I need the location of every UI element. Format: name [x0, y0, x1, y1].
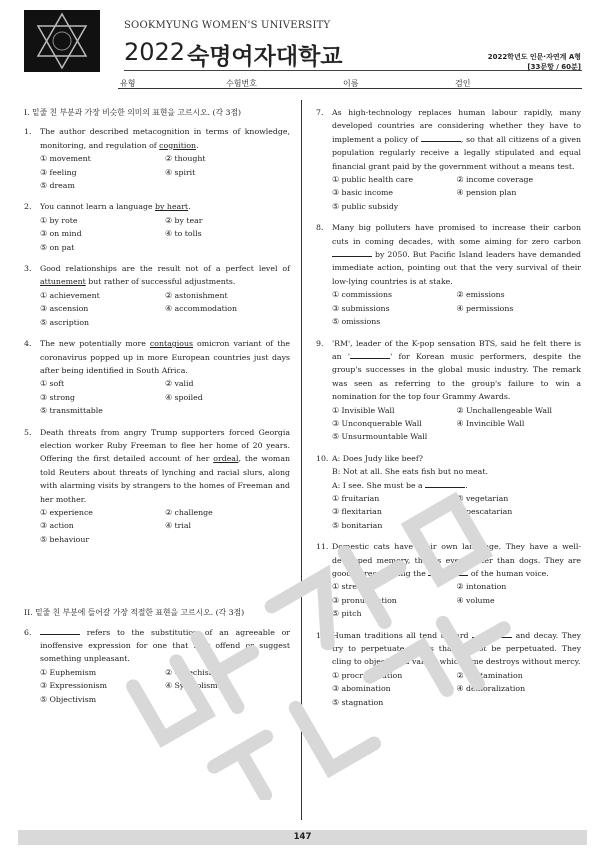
- stem-before: Good relationships are the result not of a perfect level of: [40, 264, 290, 274]
- question: [316, 540, 581, 620]
- question-stem: [316, 629, 581, 669]
- answer-option[interactable]: ③ basic income: [332, 188, 394, 198]
- answer-options: [24, 377, 290, 417]
- answer-blank: [428, 567, 468, 576]
- answer-options: [316, 669, 581, 709]
- column-divider: [301, 100, 302, 820]
- answer-option[interactable]: ③ strong: [40, 392, 76, 402]
- answer-blank: [40, 626, 80, 635]
- answer-option[interactable]: ⑤ public subsidy: [332, 201, 399, 211]
- question-stem: [316, 479, 581, 492]
- answer-option[interactable]: ④ accommodation: [165, 304, 238, 314]
- question-number: 1.: [24, 127, 32, 137]
- answer-option[interactable]: ⑤ behaviour: [40, 534, 90, 544]
- question-stem: [316, 106, 581, 173]
- spacer: [316, 479, 332, 492]
- stem-before: Human traditions all tend toward: [332, 630, 473, 640]
- stem-after: .: [188, 202, 191, 212]
- page-number: 147: [293, 832, 312, 842]
- stem-after: but rather of successful adjustments.: [85, 277, 236, 287]
- answer-options: [24, 666, 290, 706]
- question-stem: [24, 426, 290, 506]
- answer-option[interactable]: ② thought: [165, 154, 206, 164]
- answer-option[interactable]: ② challenge: [165, 507, 213, 517]
- answer-option[interactable]: ③ abomination: [332, 684, 391, 694]
- answer-blank: [350, 350, 390, 359]
- university-logo: [24, 10, 100, 72]
- header-rule: [124, 70, 582, 71]
- answer-option[interactable]: ① experience: [40, 507, 93, 517]
- question-number: 3.: [24, 264, 32, 274]
- answer-option[interactable]: ① procrastination: [332, 670, 403, 680]
- section-2-questions: [24, 626, 290, 706]
- answer-options: [316, 580, 581, 620]
- answer-options: [316, 173, 581, 213]
- answer-option[interactable]: ② income coverage: [456, 175, 534, 185]
- stem-after: .: [465, 480, 468, 490]
- answer-options: [24, 506, 290, 546]
- question-text: [332, 221, 581, 288]
- answer-option[interactable]: ① Euphemism: [40, 667, 97, 677]
- stem-after: , so that all citizens of a given population regularly receive a legally stipulated and equal financial grant paid by the government without a means test.: [332, 134, 581, 171]
- question-number: 5.: [24, 427, 32, 437]
- answer-options: [316, 404, 581, 444]
- section-1-title: I. 밑줄 친 부분과 가장 비슷한 의미의 표현을 고르시오. (각 3점): [24, 108, 242, 117]
- answer-option[interactable]: ④ Invincible Wall: [456, 418, 525, 428]
- university-name-english: SOOKMYUNG WOMEN'S UNIVERSITY: [124, 20, 331, 31]
- stem-before: The new potentially more: [40, 339, 150, 349]
- question-text: [40, 200, 290, 213]
- answer-options: [24, 214, 290, 254]
- examinee-info-row: [118, 77, 582, 89]
- dialogue-line: [316, 452, 581, 465]
- stem-before: You cannot learn a language: [40, 202, 156, 212]
- question: [24, 426, 290, 547]
- question-text: [40, 626, 290, 666]
- stem-before: Death threats from angry Trump supporters forced Georgia election worker Ruby Freeman to flee her home of 20 years. Offering the first detailed account of her: [40, 427, 290, 464]
- dialogue-text: B: Not at all. She eats fish but no meat.: [332, 467, 488, 477]
- answer-option[interactable]: ④ trial: [165, 521, 191, 531]
- question-text: [332, 629, 581, 669]
- underlined-phrase: ordeal: [213, 454, 239, 464]
- answer-option[interactable]: ④ spirit: [165, 167, 196, 177]
- answer-option[interactable]: ④ Symbolism: [165, 681, 218, 691]
- stem-before: A: I see. She must be a: [332, 480, 426, 490]
- underlined-phrase: contagious: [149, 339, 193, 349]
- answer-option[interactable]: ③ Unconquerable Wall: [332, 418, 422, 428]
- answer-options: [24, 152, 290, 192]
- answer-option[interactable]: ⑤ Unsurmountable Wall: [332, 432, 428, 442]
- answer-option[interactable]: ① achievement: [40, 290, 100, 300]
- answer-option[interactable]: ⑤ bonitarian: [332, 520, 383, 530]
- question-stem: [316, 337, 581, 404]
- answer-options: [24, 289, 290, 329]
- question: [24, 626, 290, 706]
- question-number: 2.: [24, 202, 32, 212]
- question-number: 10.: [316, 453, 329, 463]
- stem-after: by 2050. But Pacific Island leaders have demanded immediate action, pointing out that the very survival of their low-lying countries is at stake.: [332, 250, 581, 286]
- answer-option[interactable]: ③ feeling: [40, 167, 77, 177]
- answer-blank: [421, 133, 461, 142]
- stem-after: refers to the substitution of an agreeable or inoffensive expression for one that may offend or suggest something unpleasant.: [40, 627, 290, 664]
- question-stem: [316, 540, 581, 580]
- answer-option[interactable]: ④ demoralization: [456, 684, 526, 694]
- answer-option[interactable]: ③ on mind: [40, 229, 82, 239]
- exam-count: [33문항 / 60분]: [527, 63, 581, 71]
- answer-option[interactable]: ⑤ ascription: [40, 317, 90, 327]
- stem-before: Many big polluters have promised to increase their carbon cuts in coming decades, with some aiming for zero carbon: [332, 223, 581, 246]
- answer-option[interactable]: ④ spoiled: [165, 392, 203, 402]
- answer-option[interactable]: ③ flexitarian: [332, 507, 382, 517]
- question: [316, 452, 581, 532]
- answer-option[interactable]: ④ permissions: [456, 303, 514, 313]
- question-stem: [24, 626, 290, 666]
- question-text: [40, 125, 290, 152]
- answer-option[interactable]: ③ pronunciation: [332, 595, 397, 605]
- type-label: 유형: [120, 79, 136, 88]
- question-number: 9.: [316, 338, 324, 348]
- stem-before: The author described metacognition in terms of knowledge, monitoring, and regulation of: [40, 127, 290, 150]
- answer-blank: [472, 629, 512, 638]
- answer-option[interactable]: ① Invisible Wall: [332, 405, 395, 415]
- exam-info: [488, 52, 581, 72]
- stem-after: of the human voice.: [468, 569, 549, 578]
- underlined-phrase: attunement: [40, 277, 86, 287]
- stem-after: omicron variant of the coronavirus popped up in more European countries just days after being identified in South Africa.: [40, 339, 290, 375]
- section-1-questions: [24, 125, 290, 546]
- question-number: 6.: [24, 627, 32, 637]
- question-text: [40, 262, 290, 289]
- answer-blank: [425, 479, 468, 490]
- left-column: [24, 106, 290, 714]
- answer-option[interactable]: ② emissions: [456, 290, 505, 300]
- answer-option[interactable]: ② by tear: [165, 215, 203, 225]
- answer-option[interactable]: ③ submissions: [332, 303, 390, 313]
- question: [316, 221, 581, 328]
- question-stem: [24, 262, 290, 289]
- answer-option[interactable]: ② contamination: [456, 670, 523, 680]
- answer-option[interactable]: ② valid: [165, 379, 194, 389]
- question: [24, 125, 290, 192]
- right-questions: [316, 106, 581, 709]
- question: [316, 106, 581, 213]
- question: [24, 337, 290, 417]
- question: [24, 200, 290, 254]
- answer-option[interactable]: ② astonishment: [165, 290, 228, 300]
- answer-option[interactable]: ④ volume: [456, 595, 495, 605]
- question-text: [332, 106, 581, 173]
- question-stem: [24, 337, 290, 377]
- answer-blank: [332, 248, 372, 257]
- stem-after: ' for Korean music performers, despite the group's successes in the global music industry. The remark was seen as referring to the group's failure to win a nomination for the top four Grammy Awards.: [332, 351, 581, 402]
- answer-option[interactable]: ① soft: [40, 379, 65, 389]
- question-text: [332, 479, 581, 492]
- answer-option[interactable]: ① fruitarian: [332, 493, 380, 503]
- question-text: [332, 337, 581, 404]
- question-text: [40, 426, 290, 506]
- answer-option[interactable]: ⑤ transmittable: [40, 406, 103, 416]
- question-number: 7.: [316, 108, 324, 117]
- question-number: 4.: [24, 339, 32, 349]
- exam-year: 2022: [124, 38, 186, 66]
- answer-option[interactable]: ⑤ pitch: [332, 609, 362, 619]
- answer-option[interactable]: ⑤ omissions: [332, 317, 381, 327]
- answer-option[interactable]: ① movement: [40, 154, 91, 164]
- answer-option[interactable]: ④ pescatarian: [456, 507, 513, 517]
- answer-option[interactable]: ③ Expressionism: [40, 681, 107, 691]
- page-footer: [18, 830, 587, 845]
- question-text: [40, 337, 290, 377]
- answer-option[interactable]: ⑤ stagnation: [332, 697, 384, 707]
- answer-option[interactable]: ① commissions: [332, 290, 393, 300]
- question-text: [332, 540, 581, 580]
- question: [24, 262, 290, 329]
- answer-option[interactable]: ⑤ Objectivism: [40, 694, 97, 704]
- spacer: [316, 465, 332, 478]
- underlined-phrase: cognition: [159, 140, 197, 150]
- stem-after: .: [196, 140, 199, 150]
- question-number: 8.: [316, 223, 324, 233]
- question: [316, 337, 581, 444]
- dialogue-text: A: Does Judy like beef?: [332, 453, 423, 463]
- dialogue-line: [316, 465, 581, 478]
- section-2-title: II. 밑줄 친 부분에 들어갈 가장 적절한 표현을 고르시오. (각 3점): [24, 608, 245, 618]
- answer-option[interactable]: ② Unchallengeable Wall: [456, 405, 553, 415]
- answer-option[interactable]: ④ pension plan: [456, 188, 517, 198]
- question-stem: [24, 125, 290, 152]
- answer-option[interactable]: ③ action: [40, 521, 74, 531]
- answer-option[interactable]: ① public health care: [332, 175, 414, 185]
- answer-option[interactable]: ⑤ on pat: [40, 242, 75, 252]
- exam-number-label: 수험번호: [226, 79, 257, 88]
- answer-option[interactable]: ④ to tolls: [165, 229, 202, 239]
- answer-option[interactable]: ② Catechism: [165, 667, 217, 677]
- answer-option[interactable]: ⑤ dream: [40, 181, 75, 191]
- question-stem: [24, 200, 290, 213]
- stem-after: , the woman told Reuters about threats of lynching and racial slurs, along with alarming visits by strangers to the homes of Freeman and her mother.: [40, 454, 290, 504]
- stem-before: Domestic cats have their own language. They have a well-developed memory, that is even better than dogs. They are good at recognizing the: [332, 542, 581, 578]
- stem-before: As high-technology replaces human labour rapidly, many developed countries are considering whether they have to implement a policy of: [332, 108, 581, 144]
- question-number: 12.: [316, 630, 329, 640]
- answer-option[interactable]: ① by rote: [40, 215, 78, 225]
- name-label: 이름: [343, 79, 359, 88]
- question: [316, 629, 581, 709]
- right-column: [316, 106, 581, 717]
- stem-after: and decay. They try to perpetuate things that cannot be perpetuated. They cling to objects and values which time destroys without mercy.: [332, 630, 581, 667]
- check-label: 검인: [455, 79, 471, 88]
- question-stem: [316, 221, 581, 288]
- answer-options: [316, 288, 581, 328]
- answer-option[interactable]: ② vegetarian: [456, 493, 509, 503]
- answer-option[interactable]: ② intonation: [456, 582, 507, 592]
- answer-option[interactable]: ③ ascension: [40, 304, 89, 314]
- question-number: 11.: [316, 542, 329, 552]
- underlined-phrase: by heart: [155, 202, 189, 212]
- answer-option[interactable]: ① strength: [332, 582, 376, 592]
- stem-before: 'RM', leader of the K-pop sensation BTS, said he felt there is an ': [332, 338, 581, 361]
- university-name-korean: 숙명여자대학교: [187, 44, 343, 70]
- answer-options: [316, 492, 581, 532]
- exam-type: 2022학년도 인문·자연계 A형: [487, 53, 581, 61]
